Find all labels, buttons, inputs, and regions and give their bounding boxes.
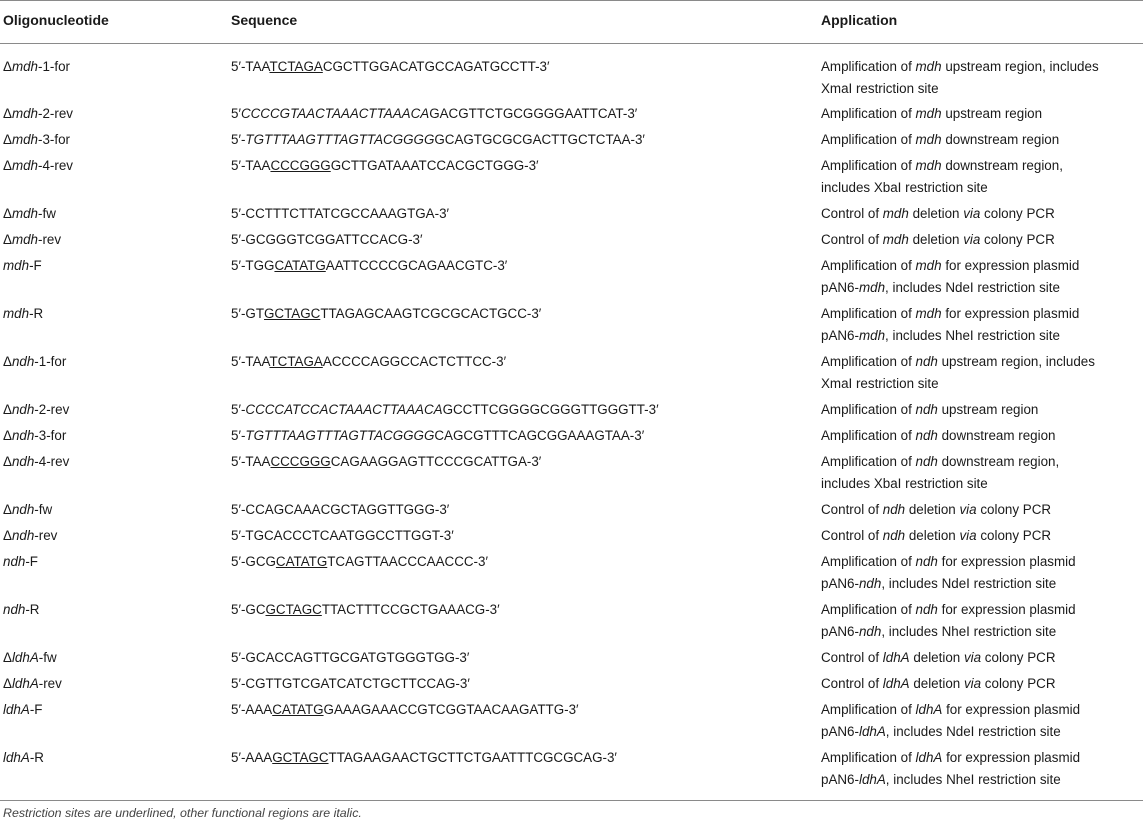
text-run: Amplification of bbox=[821, 702, 916, 717]
italic-run: ndh bbox=[11, 502, 35, 517]
text-run: deletion bbox=[908, 232, 964, 247]
application-line bbox=[821, 155, 1141, 177]
text-run: colony PCR bbox=[980, 232, 1055, 247]
application-cell bbox=[821, 155, 1141, 199]
text-run: upstream region, includes bbox=[941, 59, 1099, 74]
oligonucleotide-name bbox=[3, 599, 39, 621]
text-run: 5′-AAA bbox=[231, 702, 273, 717]
application-line bbox=[821, 551, 1141, 573]
italic-run: TGTTTAAGTTTAGTTACGGGG bbox=[245, 428, 435, 443]
application-line bbox=[821, 203, 1141, 225]
text-run: pAN6- bbox=[821, 772, 859, 787]
italic-run: CCCCGTAACTAAACTTAAACA bbox=[240, 106, 430, 121]
restriction-site: CATATG bbox=[275, 554, 328, 569]
italic-run: ndh bbox=[11, 428, 35, 443]
application-line bbox=[821, 673, 1141, 695]
text-run: Control of bbox=[821, 676, 883, 691]
application-line bbox=[821, 78, 1141, 100]
italic-run: via bbox=[963, 206, 981, 221]
application-line bbox=[821, 599, 1141, 621]
application-line bbox=[821, 103, 1141, 125]
text-run: GCTTGATAAATCCACGCTGGG-3′ bbox=[330, 158, 539, 173]
text-run: Δ bbox=[3, 206, 12, 221]
text-run: GACGTTCTGCGGGGAATTCAT-3′ bbox=[429, 106, 638, 121]
application-line bbox=[821, 473, 1141, 495]
italic-run: ndh bbox=[915, 354, 938, 369]
application-line bbox=[821, 525, 1141, 547]
sequence-cell bbox=[231, 103, 637, 125]
text-run: Amplification of bbox=[821, 750, 916, 765]
italic-run: mdh bbox=[915, 106, 942, 121]
italic-run: mdh bbox=[858, 328, 886, 343]
application-cell bbox=[821, 499, 1141, 521]
italic-run: mdh bbox=[3, 306, 30, 321]
text-run: TTAGAAGAACTGCTTCTGAATTTCGCGCAG-3′ bbox=[328, 750, 617, 765]
restriction-site: CATATG bbox=[272, 702, 324, 717]
application-cell bbox=[821, 525, 1141, 547]
text-run: TTAGAGCAAGTCGCGCACTGCC-3′ bbox=[320, 306, 542, 321]
text-run: Δ bbox=[3, 676, 12, 691]
sequence-cell bbox=[231, 551, 488, 573]
text-run: -fw bbox=[38, 206, 56, 221]
application-line bbox=[821, 277, 1141, 299]
italic-run: ndh bbox=[858, 576, 882, 591]
text-run: Amplification of bbox=[821, 306, 916, 321]
italic-run: CCCCATCCACTAAACTTAAACA bbox=[245, 402, 443, 417]
text-run: -2-rev bbox=[38, 106, 73, 121]
application-cell bbox=[821, 747, 1141, 791]
text-run: for expression plasmid bbox=[937, 554, 1076, 569]
italic-run: via bbox=[959, 528, 977, 543]
text-run: Control of bbox=[821, 528, 883, 543]
text-run: Control of bbox=[821, 502, 883, 517]
text-run: deletion bbox=[905, 502, 960, 517]
application-cell bbox=[821, 673, 1141, 695]
application-line bbox=[821, 425, 1141, 447]
application-line bbox=[821, 351, 1141, 373]
application-cell bbox=[821, 56, 1141, 100]
sequence-cell bbox=[231, 599, 500, 621]
restriction-site: CATATG bbox=[274, 258, 326, 273]
italic-run: mdh bbox=[915, 158, 942, 173]
italic-run: ndh bbox=[858, 624, 882, 639]
sequence-cell bbox=[231, 499, 449, 521]
application-line bbox=[821, 255, 1141, 277]
text-run: Amplification of bbox=[821, 258, 916, 273]
sequence-cell bbox=[231, 747, 617, 769]
italic-run: mdh bbox=[11, 206, 39, 221]
oligonucleotide-name bbox=[3, 451, 69, 473]
sequence-cell bbox=[231, 399, 659, 421]
table-footnote: Restriction sites are underlined, other functional regions are italic. bbox=[3, 806, 362, 820]
italic-run: ndh bbox=[915, 402, 938, 417]
table-bottom-rule bbox=[0, 800, 1143, 801]
text-run: Δ bbox=[3, 502, 12, 517]
text-run: -F bbox=[25, 554, 38, 569]
restriction-site: GCTAGC bbox=[264, 306, 321, 321]
header-sequence: Sequence bbox=[231, 12, 298, 28]
text-run: Amplification of bbox=[821, 454, 916, 469]
sequence-cell bbox=[231, 203, 449, 225]
italic-run: mdh bbox=[915, 258, 942, 273]
text-run: for expression plasmid bbox=[942, 702, 1081, 717]
italic-run: ldhA bbox=[3, 750, 30, 765]
text-run: Δ bbox=[3, 528, 12, 543]
italic-run: ldhA bbox=[858, 724, 886, 739]
text-run: colony PCR bbox=[976, 502, 1052, 517]
sequence-cell bbox=[231, 351, 506, 373]
text-run: 5′-AAA bbox=[231, 750, 273, 765]
text-run: 5′-GT bbox=[231, 306, 265, 321]
application-cell bbox=[821, 303, 1141, 347]
text-run: GCAGTGCGCGACTTGCTCTAA-3′ bbox=[434, 132, 645, 147]
text-run: 5′-TAA bbox=[231, 354, 270, 369]
text-run: 5′- bbox=[231, 428, 246, 443]
oligonucleotide-name bbox=[3, 203, 56, 225]
text-run: pAN6- bbox=[821, 328, 859, 343]
application-line bbox=[821, 303, 1141, 325]
italic-run: via bbox=[963, 232, 981, 247]
text-run: , includes NdeI restriction site bbox=[885, 280, 1060, 295]
text-run: Δ bbox=[3, 59, 12, 74]
application-cell bbox=[821, 425, 1141, 447]
italic-run: mdh bbox=[882, 232, 909, 247]
sequence-cell bbox=[231, 673, 470, 695]
italic-run: ldhA bbox=[915, 750, 943, 765]
oligonucleotide-name bbox=[3, 229, 61, 251]
text-run: -3-for bbox=[38, 132, 71, 147]
italic-run: mdh bbox=[11, 158, 39, 173]
text-run: upstream region bbox=[941, 106, 1043, 121]
italic-run: ldhA bbox=[882, 650, 910, 665]
italic-run: mdh bbox=[915, 59, 942, 74]
text-run: Δ bbox=[3, 428, 12, 443]
text-run: deletion bbox=[909, 650, 964, 665]
italic-run: mdh bbox=[3, 258, 30, 273]
text-run: Control of bbox=[821, 206, 883, 221]
restriction-site: GCTAGC bbox=[272, 750, 329, 765]
application-line bbox=[821, 499, 1141, 521]
italic-run: ndh bbox=[915, 428, 938, 443]
text-run: colony PCR bbox=[980, 206, 1055, 221]
italic-run: ldhA bbox=[11, 650, 39, 665]
header-oligonucleotide: Oligonucleotide bbox=[3, 12, 109, 28]
text-run: Amplification of bbox=[821, 354, 916, 369]
oligonucleotide-name bbox=[3, 647, 57, 669]
sequence-cell bbox=[231, 647, 469, 669]
italic-run: ndh bbox=[3, 602, 26, 617]
text-run: -R bbox=[29, 306, 44, 321]
sequence-cell bbox=[231, 425, 644, 447]
restriction-site: CCCGGG bbox=[270, 158, 331, 173]
sequence-cell bbox=[231, 155, 539, 177]
text-run: upstream region, includes bbox=[937, 354, 1095, 369]
italic-run: mdh bbox=[915, 306, 942, 321]
text-run: Δ bbox=[3, 650, 12, 665]
text-run: for expression plasmid bbox=[941, 258, 1080, 273]
application-line bbox=[821, 451, 1141, 473]
text-run: Amplification of bbox=[821, 402, 916, 417]
text-run: downstream region, bbox=[937, 454, 1060, 469]
italic-run: ldhA bbox=[915, 702, 943, 717]
text-run: deletion bbox=[908, 206, 964, 221]
text-run: -fw bbox=[38, 650, 57, 665]
application-cell bbox=[821, 647, 1141, 669]
italic-run: ndh bbox=[915, 554, 938, 569]
text-run: 5′ bbox=[231, 106, 241, 121]
italic-run: ndh bbox=[3, 554, 26, 569]
text-run: Δ bbox=[3, 106, 12, 121]
text-run: downstream region bbox=[941, 132, 1060, 147]
text-run: pAN6- bbox=[821, 280, 859, 295]
italic-run: ndh bbox=[882, 528, 906, 543]
text-run: Δ bbox=[3, 454, 12, 469]
application-line bbox=[821, 56, 1141, 78]
italic-run: ndh bbox=[915, 454, 938, 469]
table-header bbox=[0, 0, 1143, 44]
oligonucleotide-name bbox=[3, 673, 62, 695]
text-run: pAN6- bbox=[821, 576, 859, 591]
restriction-site: TCTAGA bbox=[269, 59, 323, 74]
oligonucleotide-name bbox=[3, 255, 42, 277]
text-run: 5′-CCAGCAAACGCTAGGTTGGG-3′ bbox=[231, 502, 450, 517]
oligonucleotide-name bbox=[3, 303, 43, 325]
oligonucleotide-name bbox=[3, 499, 52, 521]
text-run: 5′-TAA bbox=[231, 454, 271, 469]
text-run: , includes NheI restriction site bbox=[885, 328, 1060, 343]
text-run: Δ bbox=[3, 132, 12, 147]
sequence-cell bbox=[231, 451, 541, 473]
text-run: CAGCGTTTCAGCGGAAAGTAA-3′ bbox=[434, 428, 645, 443]
text-run: -1-for bbox=[38, 59, 71, 74]
text-run: -1-for bbox=[34, 354, 67, 369]
text-run: for expression plasmid bbox=[941, 306, 1080, 321]
text-run: 5′-GC bbox=[231, 602, 266, 617]
text-run: -fw bbox=[34, 502, 53, 517]
application-line bbox=[821, 699, 1141, 721]
italic-run: TGTTTAAGTTTAGTTACGGGG bbox=[245, 132, 435, 147]
text-run: includes XbaI restriction site bbox=[821, 180, 988, 195]
italic-run: mdh bbox=[858, 280, 886, 295]
italic-run: mdh bbox=[915, 132, 942, 147]
italic-run: via bbox=[959, 502, 977, 517]
text-run: -rev bbox=[38, 232, 62, 247]
text-run: Control of bbox=[821, 650, 883, 665]
text-run: 5′-GCACCAGTTGCGATGTGGGTGG-3′ bbox=[231, 650, 470, 665]
text-run: -4-rev bbox=[34, 454, 70, 469]
application-line bbox=[821, 721, 1141, 743]
text-run: pAN6- bbox=[821, 724, 859, 739]
text-run: 5′-CGTTGTCGATCATCTGCTTCCAG-3′ bbox=[231, 676, 470, 691]
application-line bbox=[821, 373, 1141, 395]
oligonucleotide-name bbox=[3, 747, 44, 769]
text-run: -2-rev bbox=[34, 402, 70, 417]
text-run: 5′- bbox=[231, 132, 246, 147]
text-run: for expression plasmid bbox=[937, 602, 1076, 617]
italic-run: ndh bbox=[11, 528, 35, 543]
text-run: Amplification of bbox=[821, 106, 916, 121]
text-run: -rev bbox=[34, 528, 58, 543]
italic-run: ldhA bbox=[11, 676, 39, 691]
application-cell bbox=[821, 451, 1141, 495]
italic-run: ldhA bbox=[882, 676, 910, 691]
italic-run: ndh bbox=[915, 602, 938, 617]
text-run: GCCTTCGGGGCGGGTTGGGTT-3′ bbox=[442, 402, 659, 417]
text-run: -R bbox=[29, 750, 44, 765]
text-run: Amplification of bbox=[821, 554, 916, 569]
italic-run: ldhA bbox=[858, 772, 886, 787]
text-run: TTACTTTCCGCTGAAACG-3′ bbox=[321, 602, 500, 617]
text-run: Δ bbox=[3, 354, 12, 369]
text-run: -R bbox=[25, 602, 40, 617]
text-run: XmaI restriction site bbox=[821, 81, 939, 96]
header-application: Application bbox=[821, 12, 898, 28]
text-run: -3-for bbox=[34, 428, 67, 443]
oligonucleotide-name bbox=[3, 399, 69, 421]
text-run: deletion bbox=[909, 676, 964, 691]
text-run: , includes NdeI restriction site bbox=[885, 724, 1061, 739]
italic-run: mdh bbox=[882, 206, 909, 221]
application-line bbox=[821, 573, 1141, 595]
application-cell bbox=[821, 129, 1141, 151]
text-run: Amplification of bbox=[821, 158, 916, 173]
application-cell bbox=[821, 103, 1141, 125]
sequence-cell bbox=[231, 303, 541, 325]
text-run: -F bbox=[29, 702, 43, 717]
text-run: Δ bbox=[3, 402, 12, 417]
text-run: 5′-TAA bbox=[231, 158, 271, 173]
application-cell bbox=[821, 551, 1141, 595]
text-run: colony PCR bbox=[981, 676, 1056, 691]
text-run: CAGAAGGAGTTCCCGCATTGA-3′ bbox=[330, 454, 542, 469]
text-run: Amplification of bbox=[821, 59, 916, 74]
text-run: , includes NheI restriction site bbox=[881, 624, 1057, 639]
text-run: 5′-CCTTTCTTATCGCCAAAGTGA-3′ bbox=[231, 206, 450, 221]
sequence-cell bbox=[231, 56, 550, 78]
italic-run: mdh bbox=[11, 106, 39, 121]
text-run: 5′-GCG bbox=[231, 554, 276, 569]
text-run: Control of bbox=[821, 232, 883, 247]
application-line bbox=[821, 747, 1141, 769]
application-line bbox=[821, 325, 1141, 347]
text-run: colony PCR bbox=[981, 650, 1056, 665]
text-run: deletion bbox=[905, 528, 960, 543]
oligonucleotide-name bbox=[3, 525, 57, 547]
oligonucleotide-name bbox=[3, 699, 42, 721]
oligonucleotide-name bbox=[3, 103, 73, 125]
text-run: , includes NheI restriction site bbox=[885, 772, 1061, 787]
text-run: 5′-TGCACCCTCAATGGCCTTGGT-3′ bbox=[231, 528, 454, 543]
application-cell bbox=[821, 699, 1141, 743]
text-run: XmaI restriction site bbox=[821, 376, 939, 391]
restriction-site: GCTAGC bbox=[265, 602, 322, 617]
oligonucleotide-name bbox=[3, 56, 70, 78]
restriction-site: TCTAGA bbox=[269, 354, 323, 369]
text-run: Δ bbox=[3, 232, 12, 247]
text-run: TCAGTTAACCCAACCC-3′ bbox=[327, 554, 488, 569]
text-run: pAN6- bbox=[821, 624, 859, 639]
application-line bbox=[821, 399, 1141, 421]
italic-run: via bbox=[963, 650, 982, 665]
text-run: for expression plasmid bbox=[942, 750, 1081, 765]
text-run: Amplification of bbox=[821, 428, 916, 443]
italic-run: ndh bbox=[11, 454, 35, 469]
application-cell bbox=[821, 351, 1141, 395]
italic-run: ndh bbox=[882, 502, 906, 517]
text-run: includes XbaI restriction site bbox=[821, 476, 988, 491]
oligonucleotide-name bbox=[3, 351, 66, 373]
text-run: AATTCCCCGCAGAACGTC-3′ bbox=[325, 258, 508, 273]
text-run: 5′-GCGGGTCGGATTCCACG-3′ bbox=[231, 232, 423, 247]
restriction-site: CCCGGG bbox=[270, 454, 331, 469]
sequence-cell bbox=[231, 255, 507, 277]
text-run: -4-rev bbox=[38, 158, 73, 173]
application-cell bbox=[821, 599, 1141, 643]
text-run: Δ bbox=[3, 158, 12, 173]
sequence-cell bbox=[231, 699, 579, 721]
text-run: downstream region bbox=[937, 428, 1056, 443]
text-run: ACCCCAGGCCACTCTTCC-3′ bbox=[322, 354, 507, 369]
text-run: 5′-TAA bbox=[231, 59, 270, 74]
oligonucleotide-name bbox=[3, 425, 66, 447]
text-run: 5′-TGG bbox=[231, 258, 275, 273]
italic-run: via bbox=[963, 676, 982, 691]
application-line bbox=[821, 647, 1141, 669]
text-run: downstream region, bbox=[941, 158, 1063, 173]
application-line bbox=[821, 621, 1141, 643]
application-line bbox=[821, 229, 1141, 251]
application-line bbox=[821, 177, 1141, 199]
application-line bbox=[821, 769, 1141, 791]
text-run: , includes NdeI restriction site bbox=[881, 576, 1057, 591]
application-cell bbox=[821, 255, 1141, 299]
sequence-cell bbox=[231, 525, 454, 547]
application-cell bbox=[821, 229, 1141, 251]
sequence-cell bbox=[231, 229, 423, 251]
italic-run: mdh bbox=[11, 132, 39, 147]
oligonucleotide-name bbox=[3, 129, 70, 151]
application-line bbox=[821, 129, 1141, 151]
text-run: -F bbox=[29, 258, 42, 273]
text-run: colony PCR bbox=[976, 528, 1052, 543]
italic-run: mdh bbox=[11, 59, 39, 74]
text-run: upstream region bbox=[937, 402, 1039, 417]
text-run: CGCTTGGACATGCCAGATGCCTT-3′ bbox=[322, 59, 550, 74]
text-run: -rev bbox=[38, 676, 62, 691]
italic-run: ndh bbox=[11, 402, 35, 417]
application-cell bbox=[821, 203, 1141, 225]
oligonucleotide-name bbox=[3, 551, 38, 573]
application-cell bbox=[821, 399, 1141, 421]
italic-run: ndh bbox=[11, 354, 35, 369]
oligonucleotide-name bbox=[3, 155, 73, 177]
text-run: Amplification of bbox=[821, 132, 916, 147]
text-run: 5′- bbox=[231, 402, 246, 417]
sequence-cell bbox=[231, 129, 645, 151]
italic-run: ldhA bbox=[3, 702, 30, 717]
italic-run: mdh bbox=[11, 232, 39, 247]
text-run: GAAAGAAACCGTCGGTAACAAGATTG-3′ bbox=[323, 702, 579, 717]
text-run: Amplification of bbox=[821, 602, 916, 617]
